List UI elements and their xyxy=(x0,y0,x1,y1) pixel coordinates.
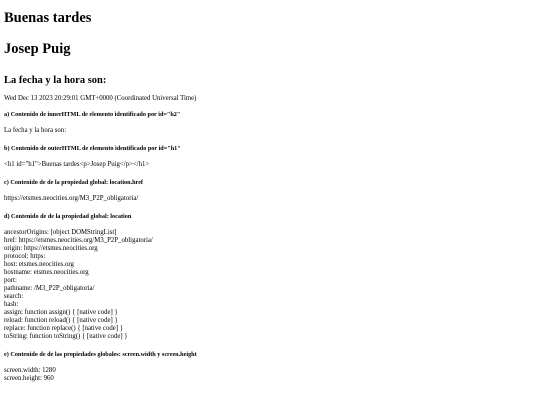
location-line: ancestorOrigins: [object DOMStringList] xyxy=(4,229,117,236)
section-d-title: d) Contenido de de la propiedad global: location xyxy=(4,213,132,220)
section-c-value: https://etsmes.neocities.org/M3_P2P_obligatoria/ xyxy=(4,195,139,202)
location-line: hostname: etsmes.neocities.org xyxy=(4,269,89,276)
location-line: search: xyxy=(4,293,24,300)
greeting-heading: Buenas tardes xyxy=(4,10,92,26)
name-heading: Josep Puig xyxy=(4,41,71,57)
location-line: href: https://etsmes.neocities.org/M3_P2P_obligatoria/ xyxy=(4,237,153,244)
section-c-title: c) Contenido de de la propiedad global: location.href xyxy=(4,179,143,186)
section-a-title: a) Contenido de innerHTML de elemento identificado por id="h2" xyxy=(4,111,181,118)
section-b-title: b) Contenido de outerHTML de elemento identificado por id="h1" xyxy=(4,145,181,152)
section-b-value: <h1 id="h1">Buenas tardes<p>Josep Puig</p></h1> xyxy=(4,161,150,168)
section-a-value: La fecha y la hora son: xyxy=(4,127,67,134)
location-line: origin: https://etsmes.neocities.org xyxy=(4,245,98,252)
section-e-title: e) Contenido de de las propiedades globales: screen.width y screen.height xyxy=(4,351,197,358)
datetime-value: Wed Dec 13 2023 20:29:01 GMT+0000 (Coordinated Universal Time) xyxy=(4,95,197,102)
location-line: protocol: https: xyxy=(4,253,46,260)
screen-height-line: screen.height: 960 xyxy=(4,375,54,382)
screen-width-line: screen.width: 1280 xyxy=(4,367,56,374)
location-line: hash: xyxy=(4,301,19,308)
screen-properties-list xyxy=(4,367,536,383)
location-line: assign: function assign() { [native code] } xyxy=(4,309,118,316)
location-line: pathname: /M3_P2P_obligatoria/ xyxy=(4,285,95,292)
location-line: port: xyxy=(4,277,17,284)
location-line: host: etsmes.neocities.org xyxy=(4,261,74,268)
location-line: toString: function toString() { [native code] } xyxy=(4,333,128,340)
location-properties-list xyxy=(4,229,536,341)
datetime-heading: La fecha y la hora son: xyxy=(4,75,107,86)
location-line: reload: function reload() { [native code] } xyxy=(4,317,118,324)
location-line: replace: function replace() { [native code] } xyxy=(4,325,123,332)
